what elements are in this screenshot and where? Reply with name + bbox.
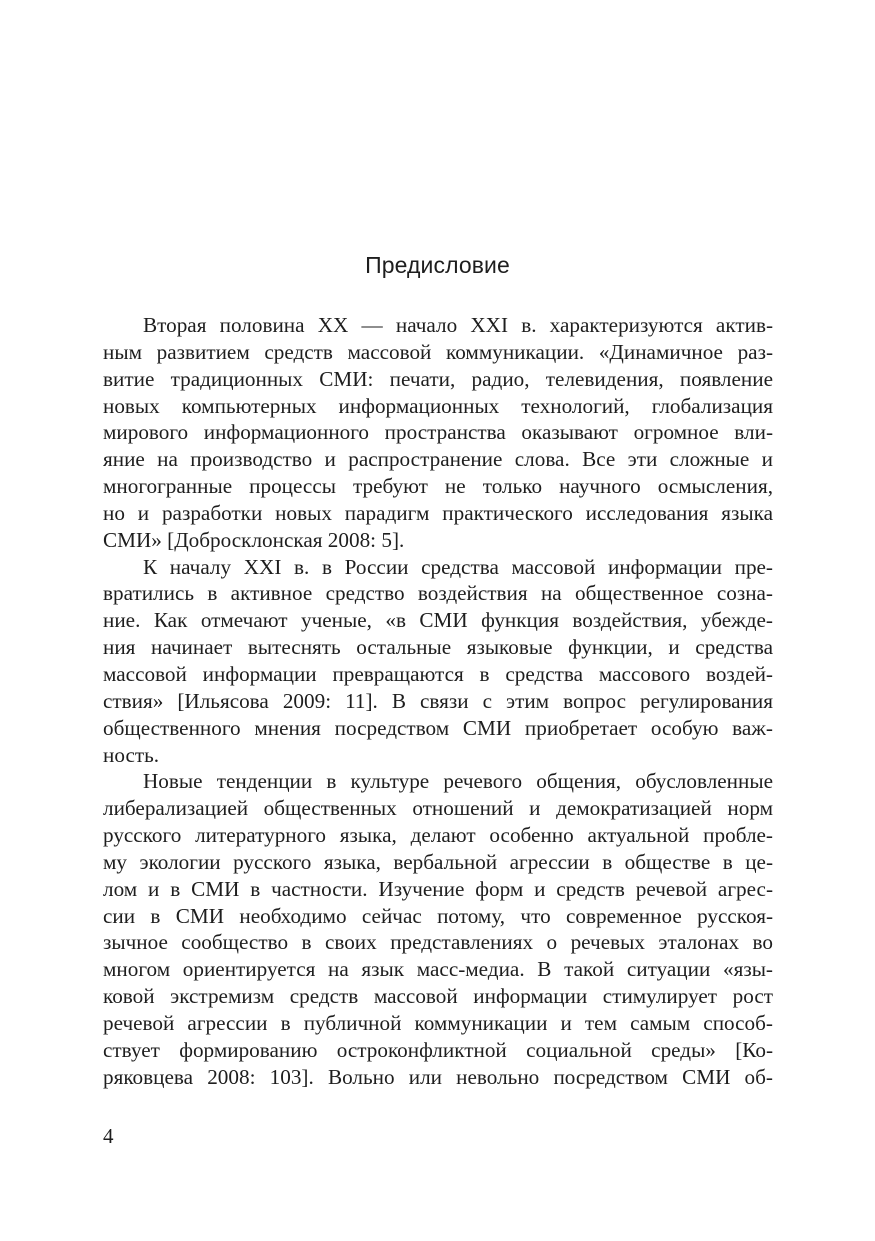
text-line: общественного мнения посредством СМИ приобретает особую важ-: [103, 715, 773, 740]
paragraph: [103, 768, 773, 1090]
body-text: [103, 312, 773, 1090]
text-line: многогранные процессы требуют не только научного осмысления,: [103, 474, 773, 499]
text-line: ряковцева 2008: 103]. Вольно или невольно посредством СМИ об-: [103, 1064, 773, 1089]
chapter-heading: Предисловие: [365, 252, 510, 278]
text-line: вратились в активное средство воздействия на общественное созна-: [103, 581, 773, 606]
page-number: 4: [103, 1124, 114, 1148]
text-line: ние. Как отмечают ученые, «в СМИ функция воздействия, убежде-: [103, 608, 773, 633]
text-line: ковой экстремизм средств массовой информации стимулирует рост: [103, 984, 773, 1009]
text-line: му экологии русского языка, вербальной агрессии в обществе в це-: [103, 849, 773, 874]
text-line: зычное сообщество в своих представлениях о речевых эталонах во: [103, 930, 773, 955]
text-line: либерализацией общественных отношений и демократизацией норм: [103, 796, 773, 821]
text-line: витие традиционных СМИ: печати, радио, телевидения, появление: [103, 366, 773, 391]
text-line: русского литературного языка, делают особенно актуальной пробле-: [103, 823, 773, 848]
text-line: сии в СМИ необходимо сейчас потому, что современное русскоя-: [103, 903, 773, 928]
text-line: Вторая половина XX — начало XXI в. характеризуются актив-: [143, 313, 773, 337]
text-line: многом ориентируется на язык масс-медиа. В такой ситуации «язы-: [103, 957, 773, 982]
text-line: яние на производство и распространение слова. Все эти сложные и: [103, 447, 773, 472]
text-line: лом и в СМИ в частности. Изучение форм и средств речевой агрес-: [103, 876, 773, 901]
text-line: К началу XXI в. в России средства массовой информации пре-: [143, 554, 773, 579]
text-line: новых компьютерных информационных технологий, глобализация: [103, 393, 773, 418]
text-line: ствует формированию остроконфликтной социальной среды» [Ко-: [103, 1037, 773, 1062]
text-line: ствия» [Ильясова 2009: 11]. В связи с этим вопрос регулирования: [103, 688, 773, 713]
paragraph: [103, 554, 773, 769]
text-line: речевой агрессии в публичной коммуникации и тем самым способ-: [103, 1010, 773, 1035]
paragraph: [103, 312, 773, 554]
text-line: но и разработки новых парадигм практического исследования языка: [103, 500, 773, 525]
text-line: массовой информации превращаются в средства массового воздей-: [103, 661, 773, 686]
text-line: СМИ» [Добросклонская 2008: 5].: [103, 527, 405, 552]
text-line: ность.: [103, 742, 160, 767]
text-line: ния начинает вытеснять остальные языковые функции, и средства: [103, 635, 773, 660]
text-line: Новые тенденции в культуре речевого общения, обусловленные: [143, 769, 773, 794]
text-line: ным развитием средств массовой коммуникации. «Динамичное раз-: [103, 339, 773, 364]
text-line: мирового информационного пространства оказывают огромное вли-: [103, 420, 773, 445]
